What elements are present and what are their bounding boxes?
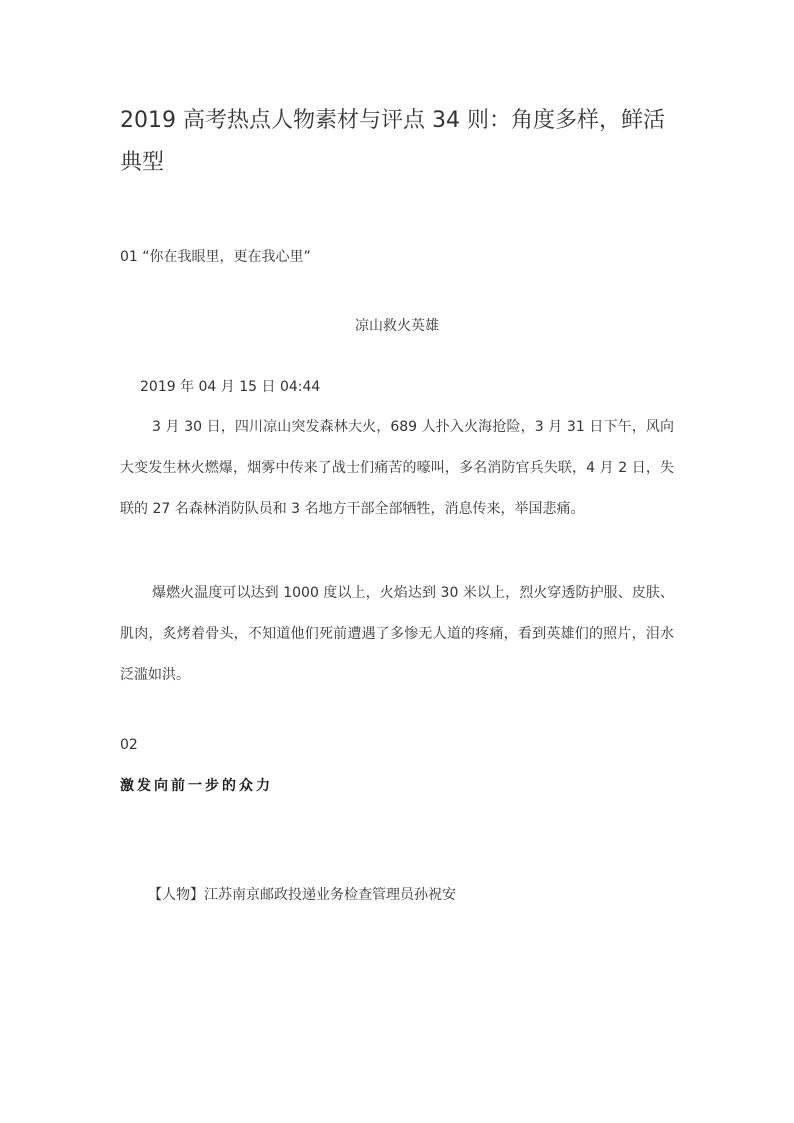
section-1-subtitle: 凉山救火英雄 <box>355 318 439 334</box>
paragraph-2: 爆燃火温度可以达到 1000 度以上，火焰达到 30 米以上，烈火穿透防护服、皮肤、肌肉，炙烤着骨头，不知道他们死前遭遇了多惨无人道的疼痛，看到英雄们的照片，泪水泛滥如洪。 <box>120 585 674 683</box>
section-2-person-line: 【人物】江苏南京邮政投递业务检查管理员孙祝安 <box>148 887 456 903</box>
document-title: 2019 高考热点人物素材与评点 34 则：角度多样，鲜活典型 <box>120 108 665 175</box>
publish-date: 2019 年 04 月 15 日 04:44 <box>140 379 321 395</box>
section-1-heading: 01 “你在我眼里，更在我心里” <box>120 249 311 265</box>
section-2-heading: 激发向前一步的众力 <box>120 778 273 794</box>
section-2-number: 02 <box>120 737 138 753</box>
paragraph-1: 3 月 30 日，四川凉山突发森林大火，689 人扑入火海抢险，3 月 31 日下午，风向大变发生林火燃爆，烟雾中传来了战士们痛苦的嚎叫，多名消防官兵失联，4 月 2 日，失联的 27 名森林消防队员和 3 名地方干部全部牺牲，消息传来，举国悲痛。 <box>120 419 674 517</box>
